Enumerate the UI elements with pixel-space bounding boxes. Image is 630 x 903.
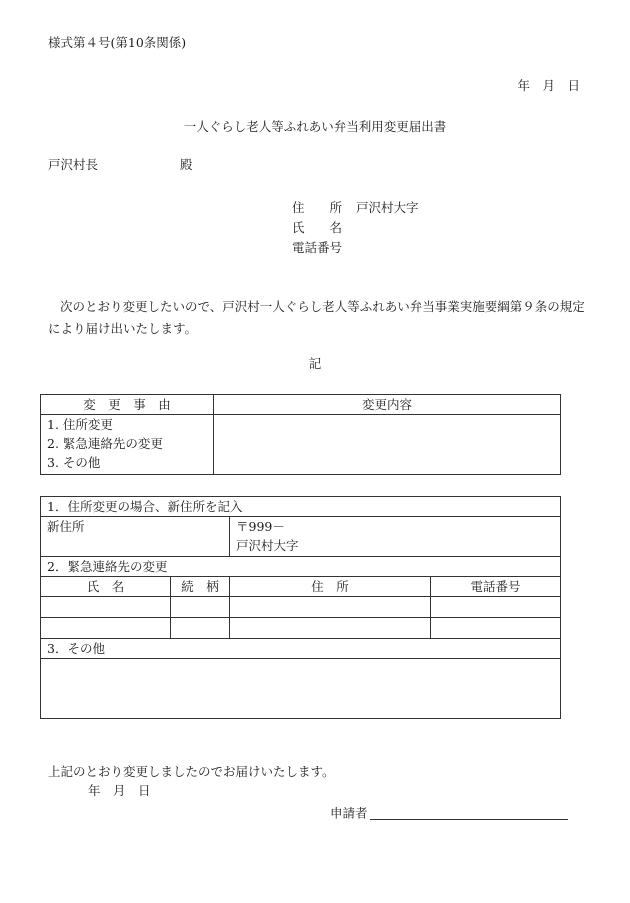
name-label: 氏 名 (292, 220, 343, 235)
address-value: 戸沢村大字 (356, 200, 419, 215)
section1-title: 1．住所変更の場合、新住所を記入 (41, 497, 561, 517)
addressee: 戸沢村長 (48, 157, 99, 172)
col-phone-header: 電話番号 (431, 577, 561, 597)
reason-item: 2. 緊急連絡先の変更 (47, 436, 163, 451)
new-address-label: 新住所 (41, 517, 230, 557)
contact-name-cell[interactable] (41, 597, 171, 618)
date-top: 年 月 日 (517, 78, 580, 93)
contact-name-cell[interactable] (41, 618, 171, 639)
postal-code: 〒999－ (236, 519, 285, 534)
reason-header: 変 更 事 由 (41, 395, 214, 415)
applicant-info (292, 198, 419, 258)
contact-address-cell[interactable] (230, 618, 431, 639)
other-content-cell[interactable] (41, 659, 561, 719)
detail-table (40, 496, 561, 719)
closing-text: 上記のとおり変更しましたのでお届けいたします。 (48, 764, 335, 779)
col-name-header: 氏 名 (41, 577, 171, 597)
col-relation-header: 続 柄 (171, 577, 230, 597)
reason-item: 1. 住所変更 (47, 417, 113, 432)
address-label: 住 所 (292, 200, 343, 215)
change-reason-table (40, 394, 561, 475)
contact-address-cell[interactable] (230, 597, 431, 618)
contact-phone-cell[interactable] (431, 618, 561, 639)
reason-list (41, 415, 214, 475)
section2-title: 2．緊急連絡先の変更 (41, 557, 561, 577)
col-address-header: 住 所 (230, 577, 431, 597)
applicant-signature (330, 806, 568, 820)
honorific: 殿 (180, 157, 193, 172)
signature-line[interactable] (370, 806, 568, 820)
change-content-cell[interactable] (214, 415, 561, 475)
phone-label: 電話番号 (292, 240, 343, 255)
applicant-label: 申請者 (330, 805, 368, 821)
section3-title: 3．その他 (41, 639, 561, 659)
document-title: 一人ぐらし老人等ふれあい弁当利用変更届出書 (183, 119, 447, 134)
new-address-field[interactable] (230, 517, 561, 557)
reason-item: 3. その他 (47, 455, 101, 470)
contact-relation-cell[interactable] (171, 597, 230, 618)
village-name: 戸沢村大字 (236, 538, 299, 553)
date-bottom: 年 月 日 (88, 783, 151, 798)
contact-relation-cell[interactable] (171, 618, 230, 639)
form-number: 様式第４号(第10条関係) (48, 35, 187, 50)
ki-heading: 記 (308, 356, 322, 371)
content-header: 変更内容 (214, 395, 561, 415)
contact-phone-cell[interactable] (431, 597, 561, 618)
body-text: 次のとおり変更したいので、戸沢村一人ぐらし老人等ふれあい弁当事業実施要綱第９条の規定により届け出いたします。 (48, 299, 585, 336)
